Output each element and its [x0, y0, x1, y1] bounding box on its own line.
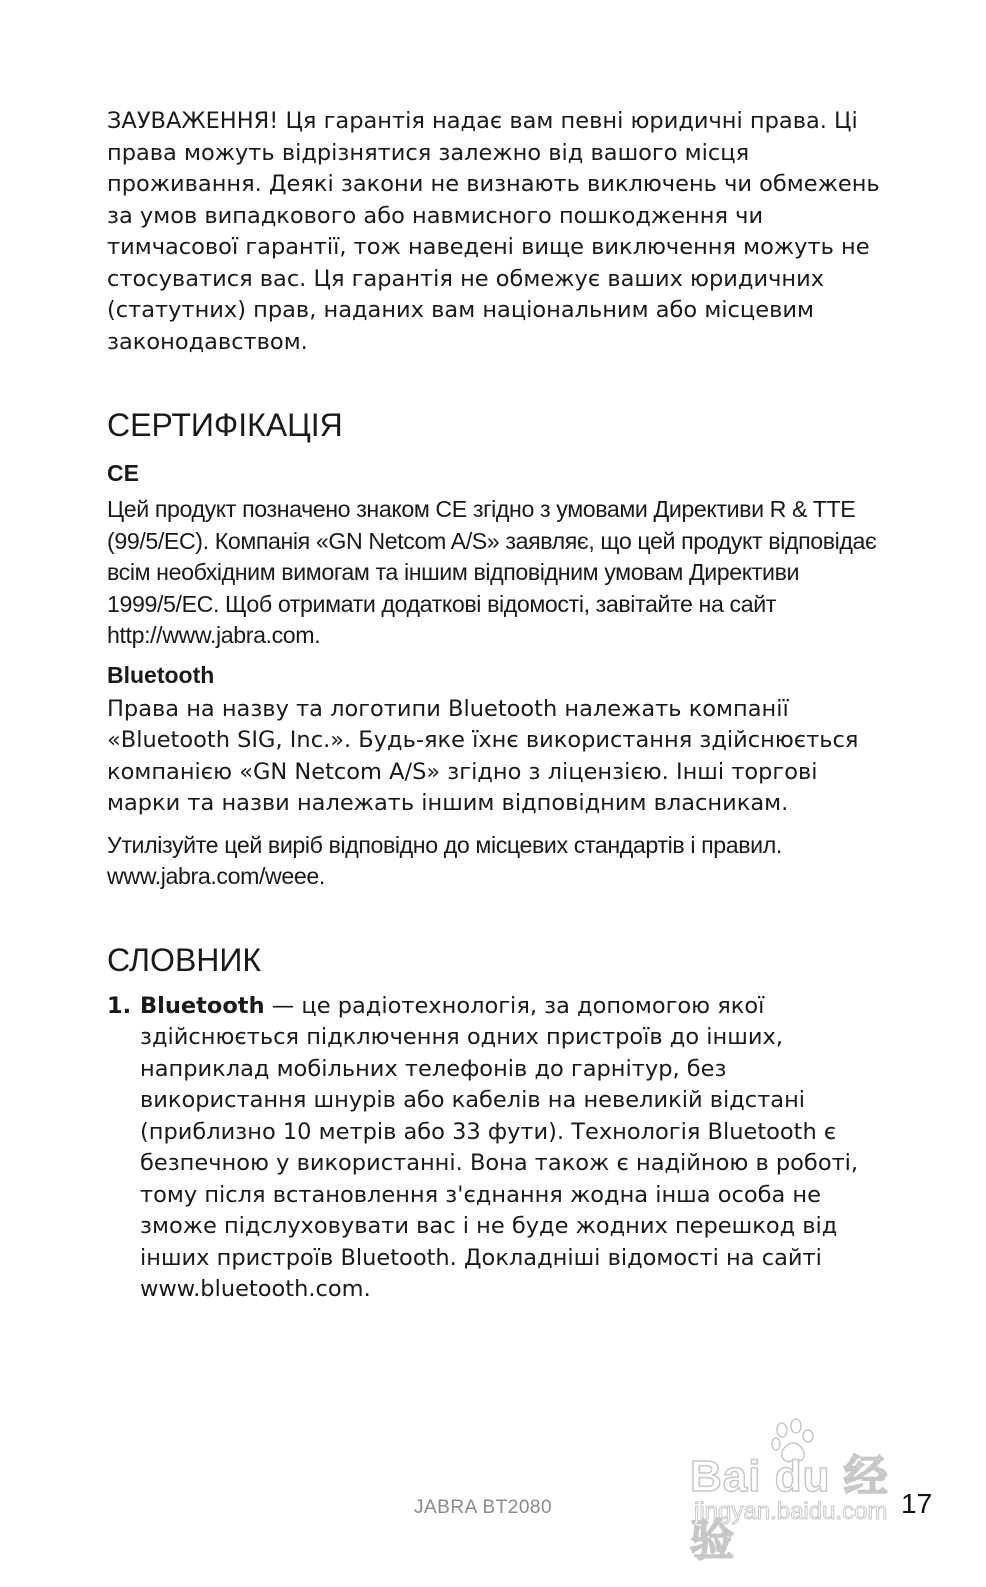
certification-section	[107, 406, 897, 893]
warranty-note: ЗАУВАЖЕННЯ! Ця гарантія надає вам певні юридичні права. Ці права можуть відрізнятися залежно від вашого місця проживання. Деякі закони не визнають виключень чи обмежень за умов випадкового або навмисного пошкодження чи тимчасової гарантії, тож наведені вище виключення можуть не стосуватися вас. Ця гарантія не обмежує ваших юридичних (статутних) прав, наданих вам національним або місцевим законодавством.	[107, 108, 880, 355]
glossary-item-term: Bluetooth	[140, 992, 265, 1019]
footer-product-name: JABRA BT2080	[414, 1497, 553, 1518]
glossary-heading: СЛОВНИК	[107, 941, 262, 978]
glossary-item	[107, 991, 897, 1306]
glossary-item-number: 1.	[107, 992, 132, 1019]
bluetooth-heading: Bluetooth	[107, 661, 215, 688]
certification-heading: СЕРТИФІКАЦІЯ	[107, 407, 343, 443]
watermark-url: jingyan.baidu.com	[694, 1498, 888, 1525]
disposal-text: Утилізуйте цей виріб відповідно до місцевих стандартів і правил. www.jabra.com/weee.	[107, 831, 782, 889]
baidu-watermark	[690, 1418, 922, 1565]
page-number: 17	[901, 1488, 933, 1519]
watermark-brand: Bai du 经验	[690, 1452, 889, 1565]
document-page	[107, 106, 897, 1306]
ce-text: Цей продукт позначено знаком CE згідно з умовами Директиви R & TTE (99/5/EC). Компанія «GN Netcom A/S» заявляє, що цей продукт відповідає всім необхідним вимогам та іншим відповідним умовам Директиви 1999/5/EC. Щоб отримати додаткові відомості, завітайте на сайт http://www.jabra.com.	[107, 496, 877, 648]
glossary-section	[107, 941, 897, 1306]
glossary-item-definition: — це радіотехнологія, за допомогою якої здійснюється підключення одних пристроїв до інших, наприклад мобільних телефонів до гарнітур, без використання шнурів або кабелів на невеликій відстані (приблизно 10 метрів або 33 фути). Технологія Bluetooth є безпечною у використанні. Вона також є надійною в роботі, тому після встановлення з'єднання жодна інша особа не зможе підслуховувати вас і не буде жодних перешкод від інших пристроїв Bluetooth. Докладніші відомості на сайті www.bluetooth.com.	[140, 992, 859, 1302]
ce-heading: CE	[107, 460, 139, 486]
bluetooth-text: Права на назву та логотипи Bluetooth належать компанії «Bluetooth SIG, Inc.». Будь-яке їхнє використання здійснюється компанією «GN Netcom A/S» згідно з ліцензією. Інші торгові марки та назви належать іншим відповідним власникам.	[107, 695, 859, 816]
